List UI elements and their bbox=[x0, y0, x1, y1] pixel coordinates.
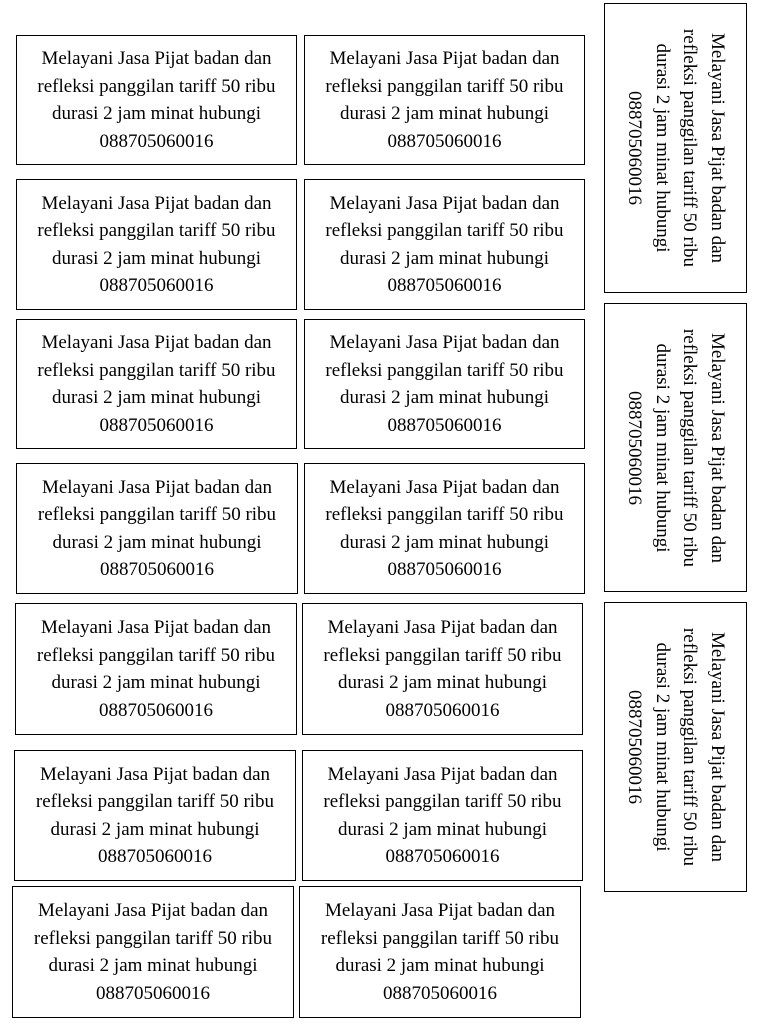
flyer-line-1: Melayani Jasa Pijat badan dan bbox=[329, 476, 560, 498]
rotated-flyer-card bbox=[604, 602, 747, 892]
flyer-card bbox=[302, 603, 583, 735]
flyer-card bbox=[304, 179, 585, 310]
flyer-text bbox=[621, 628, 731, 866]
flyer-line-2: refleksi panggilan tariff 50 ribu bbox=[323, 791, 562, 812]
flyer-card bbox=[16, 319, 297, 449]
flyer-line-2: refleksi panggilan tariff 50 ribu bbox=[325, 504, 564, 525]
flyer-line-1: Melayani Jasa Pijat badan dan bbox=[327, 617, 558, 638]
flyer-line-2: refleksi panggilan tariff 50 ribu bbox=[36, 644, 276, 666]
flyer-card bbox=[304, 35, 585, 165]
flyer-line-3: durasi 2 jam minat hubungi bbox=[338, 818, 547, 840]
flyer-card bbox=[14, 750, 296, 881]
flyer-text bbox=[34, 897, 272, 1007]
flyer-card bbox=[304, 319, 585, 449]
flyer-phone: 088705060016 bbox=[99, 559, 214, 580]
flyer-text bbox=[621, 29, 731, 267]
flyer-text bbox=[325, 329, 563, 439]
flyer-text bbox=[621, 328, 731, 566]
flyer-line-2: refleksi panggilan tariff 50 ribu bbox=[679, 627, 700, 867]
flyer-line-1: Melayani Jasa Pijat badan dan bbox=[37, 900, 269, 921]
flyer-phone: 088705060016 bbox=[624, 90, 645, 205]
flyer-line-1: Melayani Jasa Pijat badan dan bbox=[41, 192, 272, 214]
flyer-line-3: durasi 2 jam minat hubungi bbox=[340, 387, 549, 408]
rotated-flyer-card bbox=[604, 3, 747, 293]
flyer-card bbox=[302, 750, 583, 881]
flyer-line-1: Melayani Jasa Pijat badan dan bbox=[39, 763, 271, 785]
flyer-card bbox=[299, 886, 581, 1018]
flyer-line-3: durasi 2 jam minat hubungi bbox=[52, 247, 261, 269]
flyer-line-2: refleksi panggilan tariff 50 ribu bbox=[37, 504, 277, 525]
flyer-line-3: durasi 2 jam minat hubungi bbox=[651, 343, 673, 552]
flyer-line-2: refleksi panggilan tariff 50 ribu bbox=[325, 220, 564, 241]
flyer-text bbox=[323, 614, 561, 724]
flyer-text bbox=[325, 190, 563, 300]
flyer-phone: 088705060016 bbox=[624, 390, 645, 505]
flyer-line-3: durasi 2 jam minat hubungi bbox=[651, 642, 673, 852]
flyer-line-2: refleksi panggilan tariff 50 ribu bbox=[325, 359, 564, 381]
flyer-card bbox=[16, 463, 298, 594]
flyer-card bbox=[304, 463, 585, 594]
flyer-text bbox=[37, 614, 275, 724]
flyer-phone: 088705060016 bbox=[385, 699, 500, 721]
flyer-line-1: Melayani Jasa Pijat badan dan bbox=[40, 617, 272, 638]
flyer-card bbox=[12, 886, 294, 1018]
flyer-line-3: durasi 2 jam minat hubungi bbox=[340, 247, 549, 269]
flyer-text bbox=[325, 45, 563, 155]
flyer-line-1: Melayani Jasa Pijat badan dan bbox=[41, 48, 272, 69]
flyer-text bbox=[325, 474, 563, 584]
rotated-flyer-card bbox=[604, 303, 747, 592]
flyer-line-3: durasi 2 jam minat hubungi bbox=[335, 955, 545, 976]
flyer-line-2: refleksi panggilan tariff 50 ribu bbox=[320, 927, 560, 949]
flyer-phone: 088705060016 bbox=[95, 982, 210, 1004]
flyer-card bbox=[16, 179, 297, 310]
flyer-line-2: refleksi panggilan tariff 50 ribu bbox=[37, 220, 276, 241]
flyer-line-2: refleksi panggilan tariff 50 ribu bbox=[325, 75, 564, 97]
flyer-line-1: Melayani Jasa Pijat badan dan bbox=[329, 332, 560, 353]
flyer-text bbox=[37, 329, 275, 439]
flyer-text bbox=[323, 761, 561, 871]
flyer-text bbox=[37, 45, 275, 155]
flyer-phone: 088705060016 bbox=[387, 559, 502, 580]
flyer-line-3: durasi 2 jam minat hubungi bbox=[51, 672, 261, 693]
flyer-line-3: durasi 2 jam minat hubungi bbox=[338, 672, 547, 693]
flyer-phone: 088705060016 bbox=[387, 130, 502, 152]
flyer-card bbox=[15, 603, 297, 735]
flyer-line-1: Melayani Jasa Pijat badan dan bbox=[329, 192, 560, 214]
flyer-line-2: refleksi panggilan tariff 50 ribu bbox=[37, 359, 276, 381]
flyer-line-1: Melayani Jasa Pijat badan dan bbox=[706, 631, 728, 863]
flyer-phone: 088705060016 bbox=[99, 130, 214, 152]
flyer-line-2: refleksi panggilan tariff 50 ribu bbox=[33, 927, 273, 949]
flyer-line-3: durasi 2 jam minat hubungi bbox=[52, 387, 261, 408]
flyer-line-1: Melayani Jasa Pijat badan dan bbox=[329, 48, 560, 69]
flyer-phone: 088705060016 bbox=[97, 846, 212, 867]
flyer-line-1: Melayani Jasa Pijat badan dan bbox=[41, 332, 272, 353]
flyer-line-2: refleksi panggilan tariff 50 ribu bbox=[679, 328, 700, 567]
flyer-phone: 088705060016 bbox=[624, 689, 645, 804]
flyer-line-2: refleksi panggilan tariff 50 ribu bbox=[323, 644, 562, 666]
flyer-text bbox=[38, 474, 276, 584]
flyer-phone: 088705060016 bbox=[387, 414, 502, 436]
flyer-text bbox=[36, 761, 274, 871]
flyer-line-1: Melayani Jasa Pijat badan dan bbox=[706, 332, 728, 563]
flyer-line-1: Melayani Jasa Pijat badan dan bbox=[327, 763, 558, 785]
flyer-text bbox=[37, 190, 275, 300]
flyer-line-3: durasi 2 jam minat hubungi bbox=[651, 43, 673, 253]
flyer-phone: 088705060016 bbox=[382, 982, 497, 1004]
flyer-phone: 088705060016 bbox=[387, 275, 502, 296]
flyer-card bbox=[16, 35, 297, 165]
flyer-phone: 088705060016 bbox=[385, 846, 500, 867]
flyer-line-1: Melayani Jasa Pijat badan dan bbox=[706, 32, 728, 264]
flyer-line-3: durasi 2 jam minat hubungi bbox=[340, 103, 549, 124]
flyer-line-1: Melayani Jasa Pijat badan dan bbox=[41, 476, 273, 498]
flyer-line-2: refleksi panggilan tariff 50 ribu bbox=[37, 75, 276, 97]
flyer-line-2: refleksi panggilan tariff 50 ribu bbox=[35, 791, 275, 812]
flyer-line-3: durasi 2 jam minat hubungi bbox=[52, 531, 262, 553]
flyer-line-2: refleksi panggilan tariff 50 ribu bbox=[679, 28, 700, 268]
flyer-phone: 088705060016 bbox=[99, 414, 214, 436]
flyer-line-3: durasi 2 jam minat hubungi bbox=[340, 531, 549, 553]
flyer-line-1: Melayani Jasa Pijat badan dan bbox=[324, 900, 556, 921]
flyer-phone: 088705060016 bbox=[99, 275, 214, 296]
flyer-line-3: durasi 2 jam minat hubungi bbox=[52, 103, 261, 124]
flyer-phone: 088705060016 bbox=[98, 699, 213, 721]
flyer-line-3: durasi 2 jam minat hubungi bbox=[50, 818, 260, 840]
flyer-text bbox=[321, 897, 559, 1007]
flyer-line-3: durasi 2 jam minat hubungi bbox=[48, 955, 258, 976]
